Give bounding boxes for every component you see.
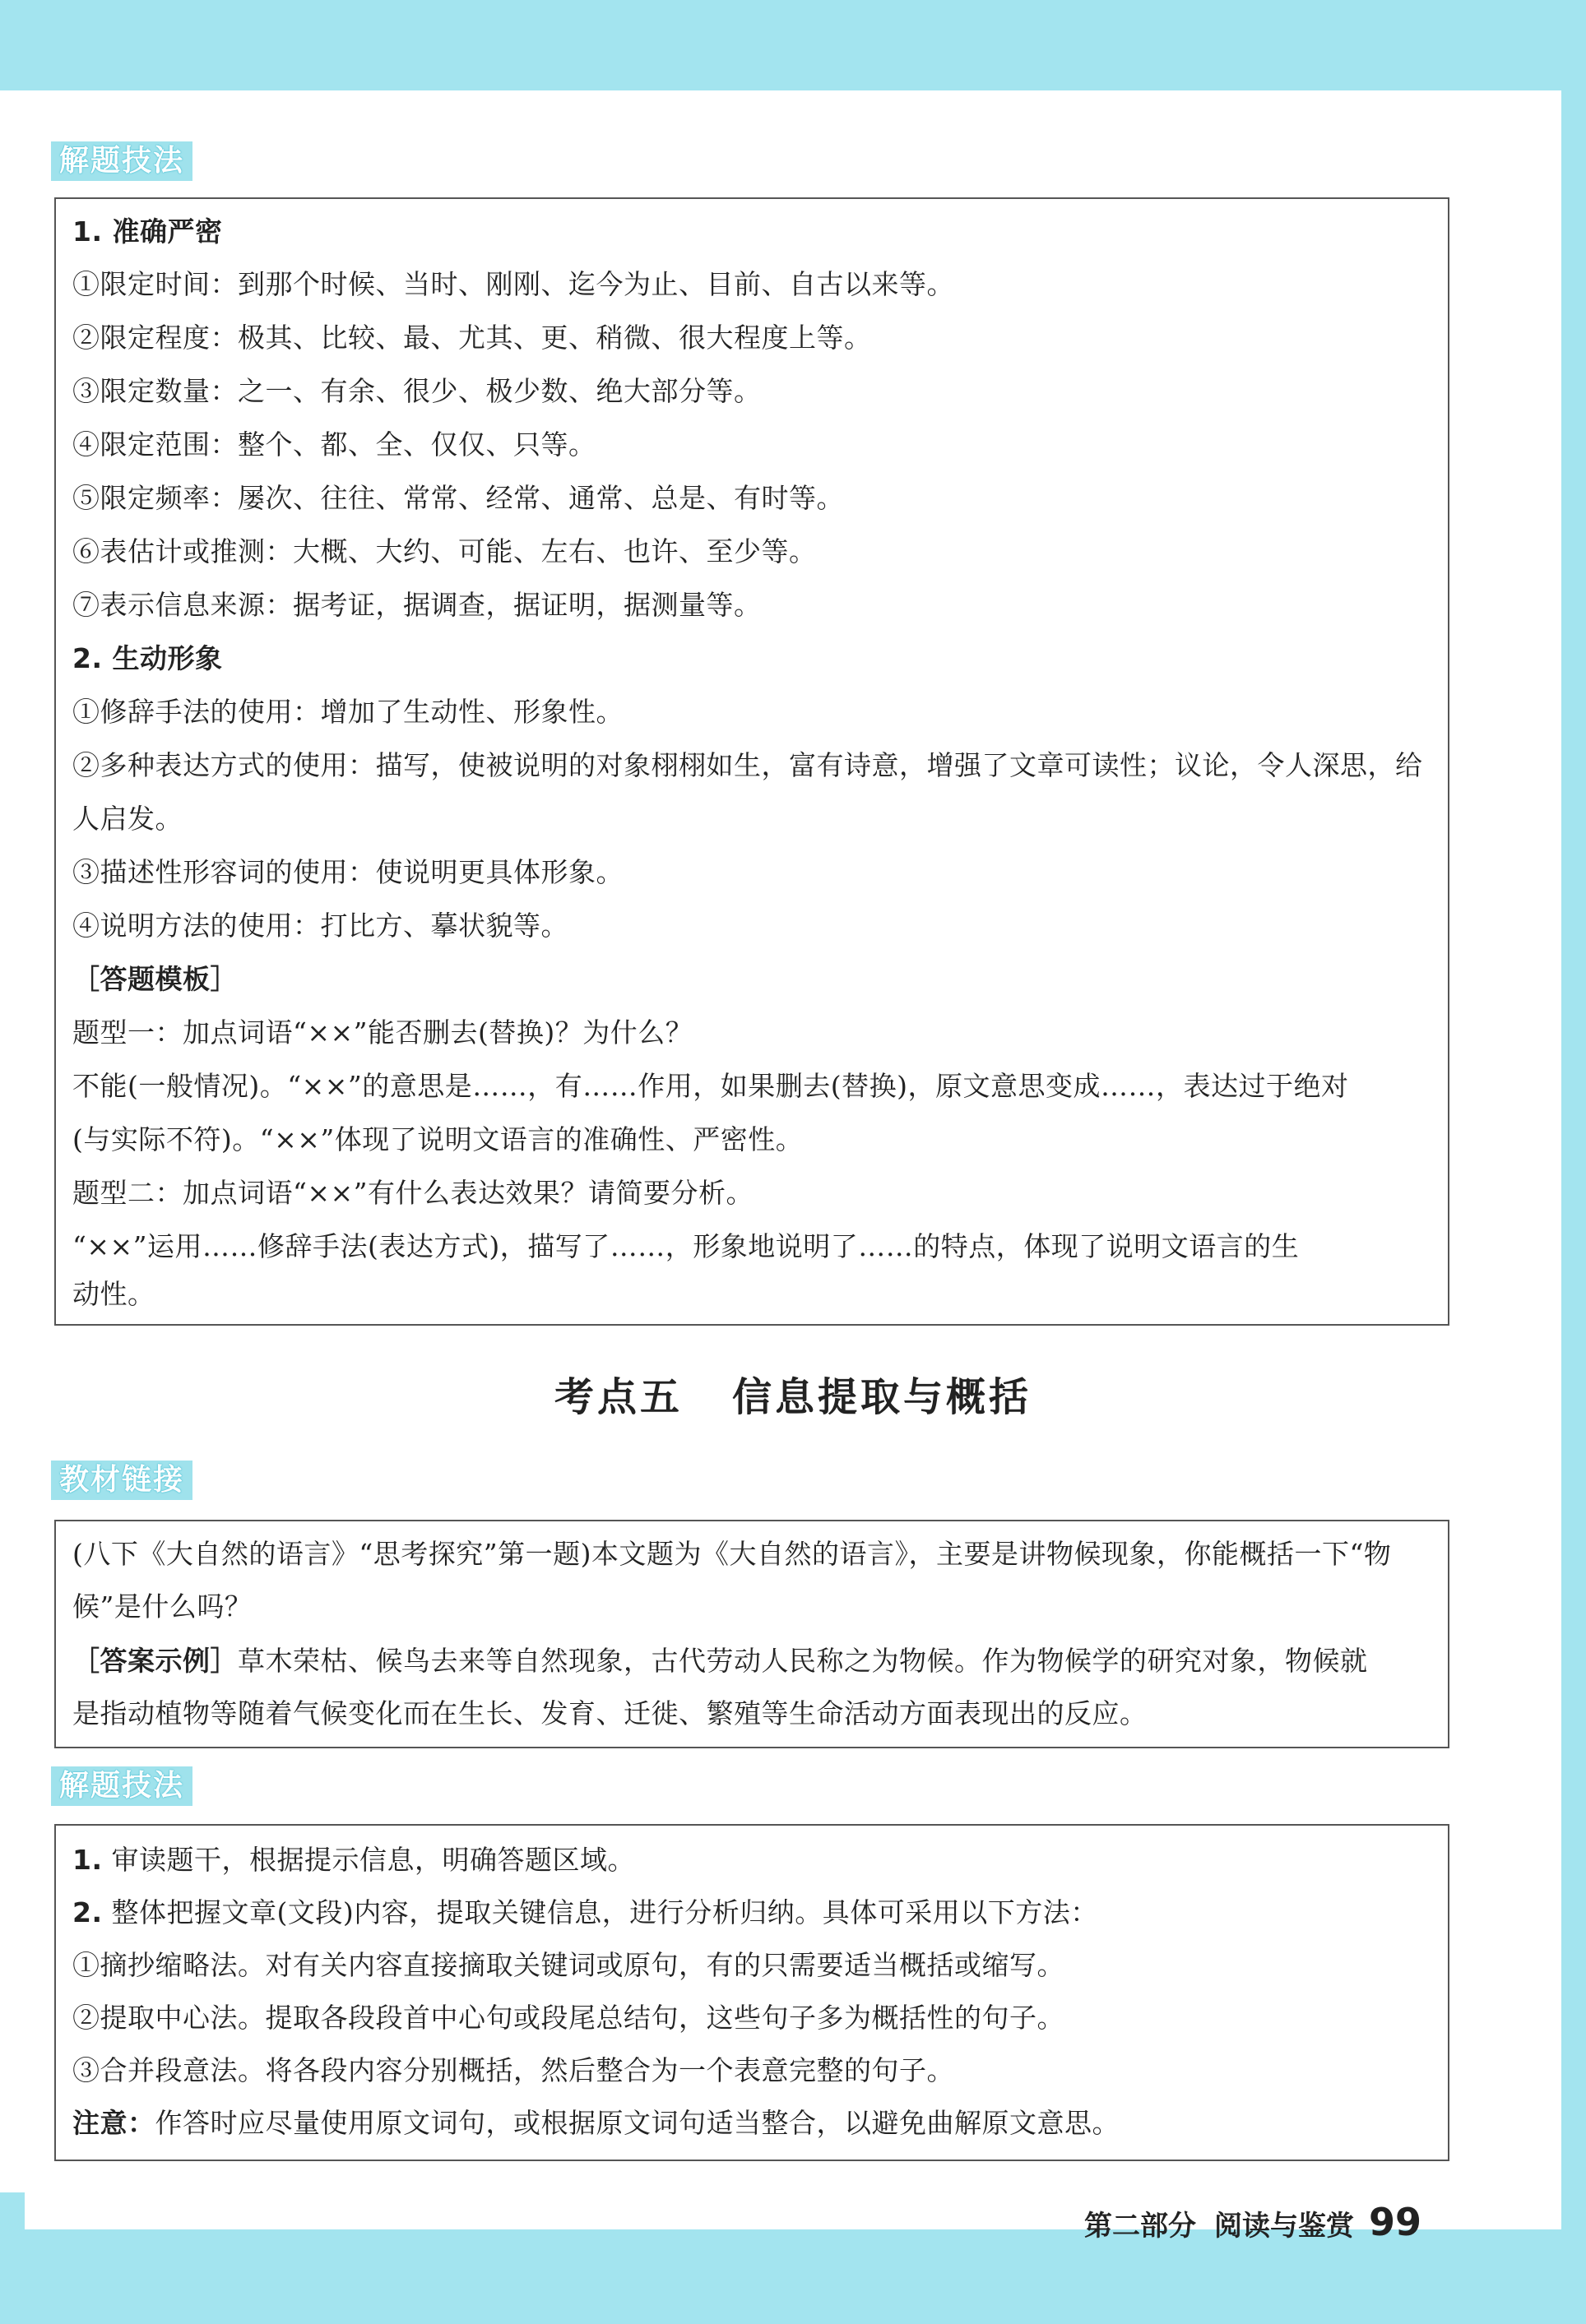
note-line: 注意：作答时应尽量使用原文词句，或根据原文词句适当整合，以避免曲解原文意思。 [72,2107,1120,2139]
text-line: ②多种表达方式的使用：描写，使被说明的对象栩栩如生，富有诗意，增强了文章可读性；议论，令人深思，给 [72,749,1423,781]
text-line: ⑦表示信息来源：据考证，据调查，据证明，据测量等。 [72,589,762,621]
answer-example-line: ［答案示例］草木荣枯、候鸟去来等自然现象，古代劳动人民称之为物候。作为物候学的研究对象，物候就 [72,1645,1368,1677]
text-line: 动性。 [72,1278,155,1310]
page-number: 99 [1368,2200,1421,2244]
text-line: ⑥表估计或推测：大概、大约、可能、左右、也许、至少等。 [72,535,817,567]
text-line: 候”是什么吗？ [72,1590,253,1623]
textbook-link-box [54,1520,1449,1748]
textbook-link-tag: 教材链接 [51,1461,192,1500]
heading-accuracy: 1. 准确严密 [72,215,223,248]
answer-template-label: ［答题模板］ [72,963,238,995]
text-line: ③合并段意法。将各段内容分别概括，然后整合为一个表意完整的句子。 [72,2054,954,2086]
text-line: ②提取中心法。提取各段段首中心句或段尾总结句，这些句子多为概括性的句子。 [72,2002,1064,2034]
skills-box-1 [54,197,1449,1326]
skills-box-2 [54,1824,1449,2161]
text-line: ①限定时间：到那个时候、当时、刚刚、迄今为止、目前、自古以来等。 [72,268,954,300]
section-title-text: 信息提取与概括 [732,1374,1032,1420]
section-title-number: 考点五 [554,1374,683,1420]
top-color-band [0,0,1586,90]
right-color-band [1561,0,1586,2324]
text-line: 人启发。 [72,803,183,835]
footer-section: 阅读与鉴赏 [1213,2210,1354,2243]
text-line: ③描述性形容词的使用：使说明更具体形象。 [72,856,624,888]
heading-vividness: 2. 生动形象 [72,642,223,674]
text-line: ③限定数量：之一、有余、很少、极少数、绝大部分等。 [72,375,762,407]
text-line: “××”运用……修辞手法(表达方式)，描写了……，形象地说明了……的特点，体现了说明文语言的生 [72,1230,1300,1262]
answer-example-label: ［答案示例］ [72,1645,238,1677]
text-line: ①摘抄缩略法。对有关内容直接摘取关键词或原句，有的只需要适当概括或缩写。 [72,1949,1064,1981]
text-line: 是指动植物等随着气候变化而在生长、发育、迁徙、繁殖等生命活动方面表现出的反应。 [72,1697,1148,1729]
footer-part: 第二部分 [1083,2210,1196,2243]
skills-tag: 解题技法 [51,141,192,181]
text-line: ⑤限定频率：屡次、往往、常常、经常、通常、总是、有时等。 [72,482,844,514]
note-label: 注意： [72,2107,155,2139]
text-line: 2. 整体把握文章(文段)内容，提取关键信息，进行分析归纳。具体可采用以下方法： [72,1896,1098,1928]
section-title [0,1365,1586,1422]
text-line: 1. 审读题干，根据提示信息，明确答题区域。 [72,1844,635,1876]
text-line: ④限定范围：整个、都、全、仅仅、只等。 [72,428,596,461]
page-footer [1084,2200,1421,2244]
text-line: ④说明方法的使用：打比方、摹状貌等。 [72,910,568,942]
text-line: ②限定程度：极其、比较、最、尤其、更、稍微、很大程度上等。 [72,322,872,354]
left-color-band [0,2192,25,2324]
text-line: 不能(一般情况)。“××”的意思是……，有……作用，如果删去(替换)，原文意思变成……，表达过于绝对 [72,1070,1349,1102]
text-line: (八下《大自然的语言》“思考探究”第一题)本文题为《大自然的语言》，主要是讲物候现象，你能概括一下“物 [72,1538,1392,1570]
text-line: (与实际不符)。“××”体现了说明文语言的准确性、严密性。 [72,1123,804,1155]
text-line: 题型二：加点词语“××”有什么表达效果？请简要分析。 [72,1177,754,1209]
skills-tag: 解题技法 [51,1766,192,1806]
text-line: 题型一：加点词语“××”能否删去(替换)？为什么？ [72,1016,693,1049]
text-line: ①修辞手法的使用：增加了生动性、形象性。 [72,696,624,728]
